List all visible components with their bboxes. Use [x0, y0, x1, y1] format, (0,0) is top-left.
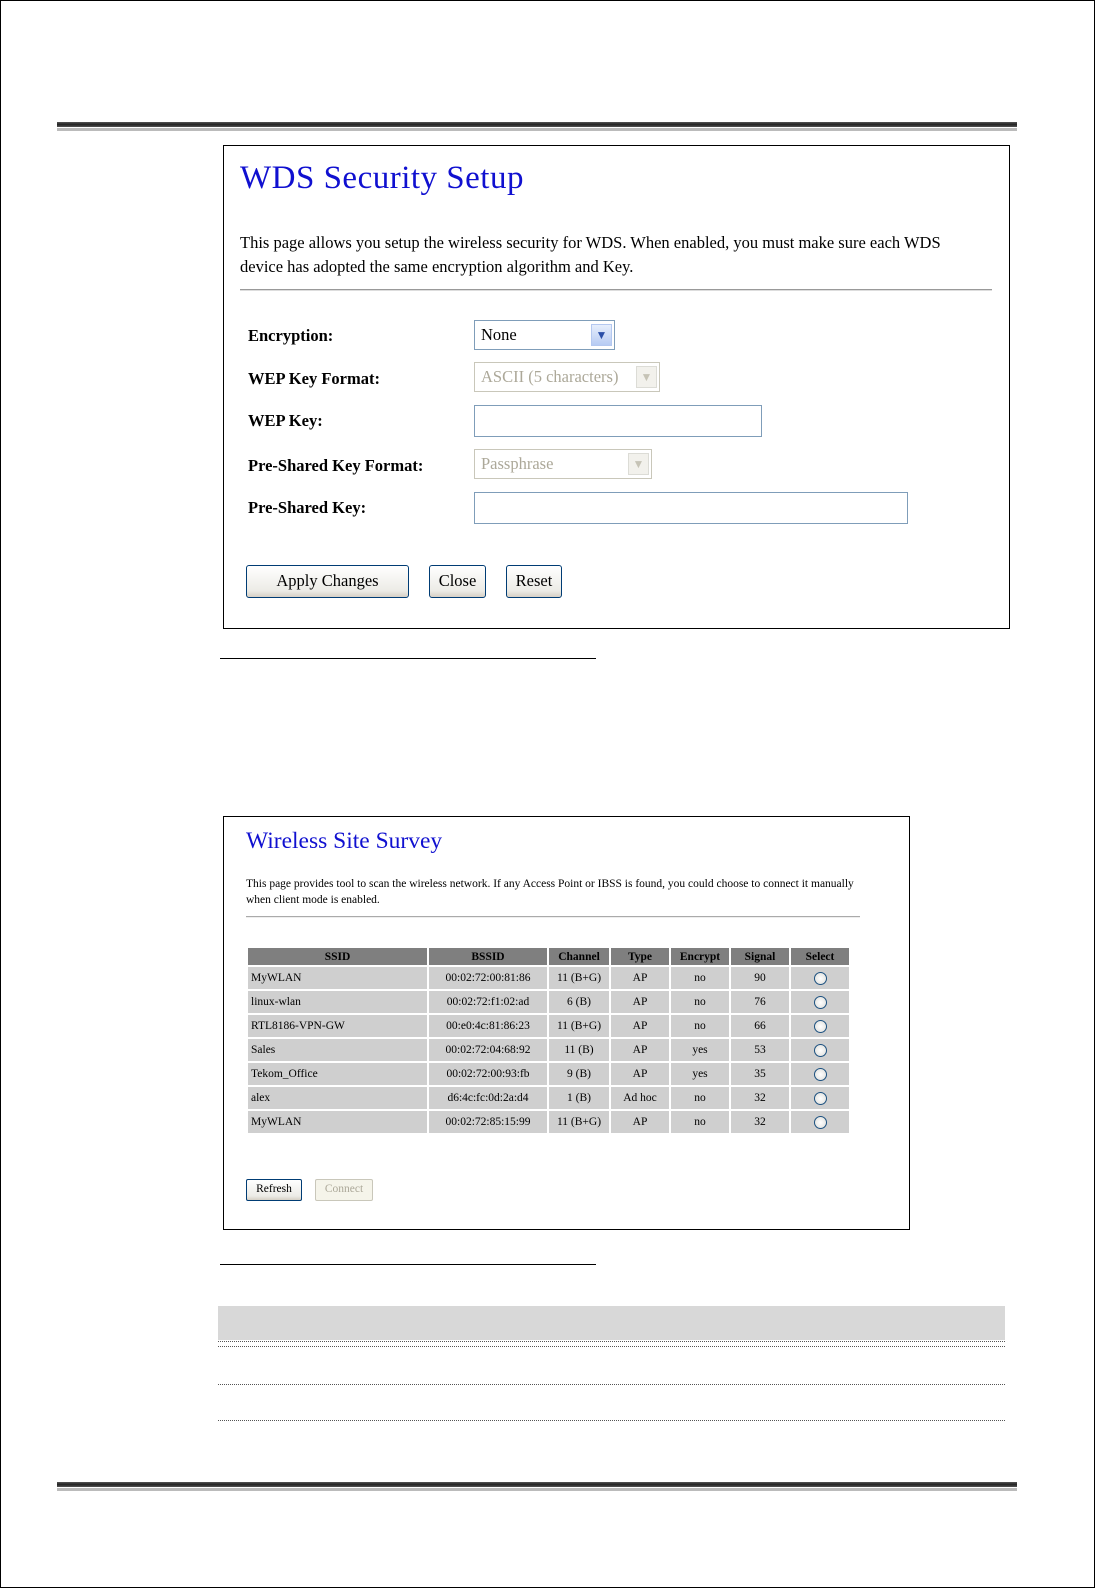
- select-cell: [791, 967, 849, 989]
- bssid-cell: 00:02:72:00:93:fb: [429, 1063, 547, 1085]
- signal-cell: 90: [731, 967, 789, 989]
- chevron-down-icon: ▼: [628, 453, 649, 475]
- ssid-cell: linux-wlan: [248, 991, 427, 1013]
- survey-description: This page provides tool to scan the wireless network. If any Access Point or IBSS is found, you could choose to connect it manually when client mode is enabled.: [246, 878, 854, 906]
- signal-cell: 32: [731, 1111, 789, 1133]
- select-cell: [791, 1111, 849, 1133]
- type-cell: AP: [611, 1063, 669, 1085]
- signal-cell: 66: [731, 1015, 789, 1037]
- reset-button[interactable]: Reset: [506, 565, 562, 598]
- connect-button: Connect: [315, 1179, 373, 1201]
- caption-underline: [220, 1264, 596, 1265]
- col-encrypt: Encrypt: [671, 948, 729, 965]
- table-header-band: [218, 1306, 1005, 1340]
- bssid-cell: 00:02:72:04:68:92: [429, 1039, 547, 1061]
- col-signal: Signal: [731, 948, 789, 965]
- encryption-select[interactable]: [474, 320, 615, 350]
- table-row: [248, 1063, 849, 1085]
- encrypt-cell: no: [671, 1111, 729, 1133]
- type-cell: AP: [611, 991, 669, 1013]
- psk-format-value: Passphrase: [481, 454, 554, 473]
- signal-cell: 76: [731, 991, 789, 1013]
- type-cell: AP: [611, 1039, 669, 1061]
- bssid-cell: 00:e0:4c:81:86:23: [429, 1015, 547, 1037]
- wds-divider: [240, 289, 992, 291]
- select-cell: [791, 1015, 849, 1037]
- select-cell: [791, 1063, 849, 1085]
- type-cell: AP: [611, 1015, 669, 1037]
- channel-cell: 11 (B): [549, 1039, 609, 1061]
- select-cell: [791, 991, 849, 1013]
- select-cell: [791, 1087, 849, 1109]
- wds-security-panel: [223, 145, 1010, 629]
- header-rule: [57, 122, 1017, 131]
- dotted-divider: [218, 1420, 1005, 1421]
- type-cell: AP: [611, 1111, 669, 1133]
- caption-underline: [220, 658, 596, 659]
- channel-cell: 11 (B+G): [549, 967, 609, 989]
- encrypt-cell: no: [671, 1015, 729, 1037]
- channel-cell: 1 (B): [549, 1087, 609, 1109]
- wep-key-format-select: [474, 362, 660, 392]
- ssid-cell: Tekom_Office: [248, 1063, 427, 1085]
- psk-label: Pre-Shared Key:: [248, 498, 367, 517]
- ssid-cell: RTL8186-VPN-GW: [248, 1015, 427, 1037]
- wep-key-input[interactable]: [474, 405, 762, 437]
- bssid-cell: 00:02:72:f1:02:ad: [429, 991, 547, 1013]
- table-row: [248, 1039, 849, 1061]
- encryption-value: None: [481, 325, 517, 344]
- wep-key-format-label: WEP Key Format:: [248, 369, 380, 388]
- select-radio[interactable]: [814, 1044, 827, 1057]
- encrypt-cell: no: [671, 1087, 729, 1109]
- survey-header-row: [248, 948, 849, 965]
- encrypt-cell: no: [671, 991, 729, 1013]
- bssid-cell: 00:02:72:00:81:86: [429, 967, 547, 989]
- select-radio[interactable]: [814, 1092, 827, 1105]
- footer-rule: [57, 1482, 1017, 1491]
- channel-cell: 9 (B): [549, 1063, 609, 1085]
- table-row: [248, 1111, 849, 1133]
- survey-divider: [246, 916, 860, 918]
- dotted-divider: [218, 1341, 1005, 1342]
- encrypt-cell: yes: [671, 1063, 729, 1085]
- wep-key-format-value: ASCII (5 characters): [481, 367, 619, 386]
- refresh-button[interactable]: Refresh: [246, 1179, 302, 1201]
- dotted-divider: [218, 1384, 1005, 1385]
- col-channel: Channel: [549, 948, 609, 965]
- col-ssid: SSID: [248, 948, 427, 965]
- survey-title: Wireless Site Survey: [246, 828, 443, 854]
- col-select: Select: [791, 948, 849, 965]
- bssid-cell: 00:02:72:85:15:99: [429, 1111, 547, 1133]
- select-radio[interactable]: [814, 1020, 827, 1033]
- ssid-cell: alex: [248, 1087, 427, 1109]
- apply-changes-button[interactable]: Apply Changes: [246, 565, 409, 598]
- select-radio[interactable]: [814, 1116, 827, 1129]
- ssid-cell: MyWLAN: [248, 967, 427, 989]
- encrypt-cell: yes: [671, 1039, 729, 1061]
- select-radio[interactable]: [814, 1068, 827, 1081]
- psk-input[interactable]: [474, 492, 908, 524]
- signal-cell: 35: [731, 1063, 789, 1085]
- psk-format-select: [474, 449, 652, 479]
- psk-format-label: Pre-Shared Key Format:: [248, 456, 424, 475]
- wep-key-label: WEP Key:: [248, 411, 323, 430]
- col-bssid: BSSID: [429, 948, 547, 965]
- ssid-cell: Sales: [248, 1039, 427, 1061]
- table-row: [248, 1015, 849, 1037]
- chevron-down-icon[interactable]: ▼: [591, 324, 612, 346]
- signal-cell: 32: [731, 1087, 789, 1109]
- survey-table: [246, 946, 851, 1135]
- signal-cell: 53: [731, 1039, 789, 1061]
- chevron-down-icon: ▼: [636, 366, 657, 388]
- encryption-label: Encryption:: [248, 326, 334, 345]
- table-row: [248, 967, 849, 989]
- select-cell: [791, 1039, 849, 1061]
- table-row: [248, 1087, 849, 1109]
- channel-cell: 11 (B+G): [549, 1111, 609, 1133]
- channel-cell: 6 (B): [549, 991, 609, 1013]
- wds-title: WDS Security Setup: [240, 160, 524, 196]
- ssid-cell: MyWLAN: [248, 1111, 427, 1133]
- table-row: [248, 991, 849, 1013]
- close-button[interactable]: Close: [429, 565, 486, 598]
- site-survey-panel: [223, 816, 910, 1230]
- type-cell: Ad hoc: [611, 1087, 669, 1109]
- encrypt-cell: no: [671, 967, 729, 989]
- dotted-divider: [218, 1346, 1005, 1347]
- select-radio[interactable]: [814, 996, 827, 1009]
- select-radio[interactable]: [814, 972, 827, 985]
- col-type: Type: [611, 948, 669, 965]
- wds-description: This page allows you setup the wireless security for WDS. When enabled, you must make sure each WDS device has adopted the same encryption algorithm and Key.: [240, 233, 941, 276]
- type-cell: AP: [611, 967, 669, 989]
- bssid-cell: d6:4c:fc:0d:2a:d4: [429, 1087, 547, 1109]
- channel-cell: 11 (B+G): [549, 1015, 609, 1037]
